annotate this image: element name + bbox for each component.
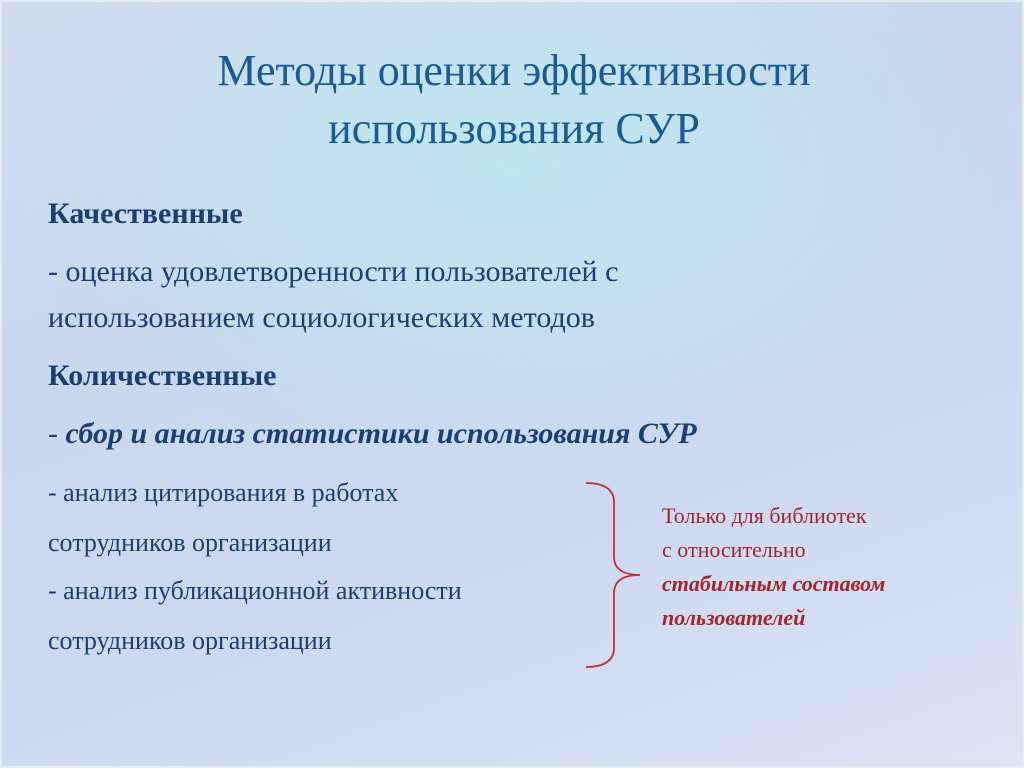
quantitative-item-2-line-1: - анализ цитирования в работах xyxy=(48,478,399,507)
quantitative-item-1-dash: - xyxy=(48,417,66,450)
slide-title-line-1: Методы оценки эффективности xyxy=(217,46,811,95)
qualitative-item-line-1: - оценка удовлетворенности пользователей с xyxy=(48,255,619,288)
slide-title-line-2: использования СУР xyxy=(328,104,700,153)
quantitative-item-1-text: сбор и анализ статистики использования СУР xyxy=(65,417,697,450)
quantitative-item-3-line-1: - анализ публикационной активности xyxy=(48,576,462,605)
note-line-2: с относительно xyxy=(662,537,806,562)
note-line-4: пользователей xyxy=(662,605,806,630)
quantitative-item-2-line-2: сотрудников организации xyxy=(48,528,332,557)
qualitative-item-line-2: использованием социологических методов xyxy=(48,301,595,334)
quantitative-heading: Количественные xyxy=(48,359,277,392)
slide-title xyxy=(2,42,1024,158)
quantitative-item-1 xyxy=(48,414,697,454)
note-line-3: стабильным составом xyxy=(662,571,886,596)
quantitative-item-3-line-2: сотрудников организации xyxy=(48,626,332,655)
note-line-1: Только для библиотек xyxy=(662,503,867,528)
right-curly-bracket xyxy=(582,480,642,670)
qualitative-heading: Качественные xyxy=(48,197,243,230)
